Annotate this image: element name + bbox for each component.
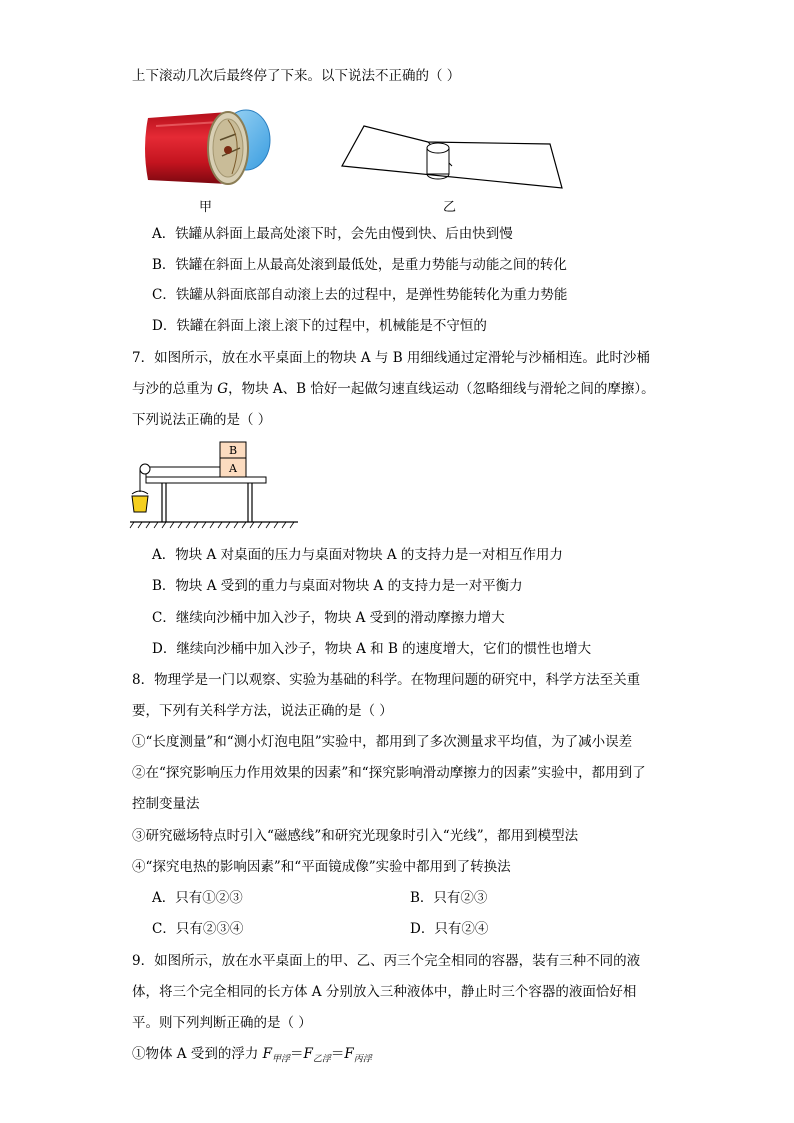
- q8-option-a: A．只有①②③: [152, 890, 243, 906]
- q7-option-a: A．物块 A 对桌面的压力与桌面对物块 A 的支持力是一对相互作用力: [152, 547, 563, 563]
- q7-line-1: 7．如图所示，放在水平桌面上的物块 A 与 B 用细线通过定滑轮与沙桶相连。此时沙桶: [132, 350, 650, 366]
- q8-option-c: C．只有②③④: [152, 921, 244, 937]
- q6-option-d: D．铁罐在斜面上滚上滚下的过程中，机械能是不守恒的: [152, 318, 487, 334]
- q7-option-b: B．物块 A 受到的重力与桌面对物块 A 的支持力是一对平衡力: [152, 578, 523, 594]
- q8-line-2: 要，下列有关科学方法，说法正确的是（ ）: [132, 703, 393, 719]
- block-a-label: A: [229, 462, 237, 475]
- q7-line-2: 与沙的总重为 G，物块 A、B 恰好一起做匀速直线运动（忽略细线与滑轮之间的摩擦）。: [132, 381, 655, 397]
- q8-statement-1: ①“长度测量”和“测小灯泡电阻”实验中，都用到了多次测量求平均值，为了减小误差: [132, 734, 633, 750]
- pulley-table-figure: [128, 440, 306, 530]
- q9-line-1: 9．如图所示，放在水平桌面上的甲、乙、丙三个完全相同的容器，装有三种不同的液: [132, 953, 641, 969]
- q8-statement-3: ③研究磁场特点时引入“磁感线”和研究光现象时引入“光线”，都用到模型法: [132, 828, 579, 844]
- figure-label-jia: 甲: [199, 200, 213, 215]
- q7-option-c: C．继续向沙桶中加入沙子，物块 A 受到的滑动摩擦力增大: [152, 610, 505, 626]
- q6-option-c: C．铁罐从斜面底部自动滚上去的过程中，是弹性势能转化为重力势能: [152, 287, 568, 303]
- q9-line-2: 体，将三个完全相同的长方体 A 分别放入三种液体中，静止时三个容器的液面恰好相: [132, 984, 637, 1000]
- q8-line-1: 8．物理学是一门以观察、实验为基础的科学。在物理问题的研究中，科学方法至关重: [132, 672, 641, 688]
- q8-option-b: B．只有②③: [410, 890, 488, 906]
- q8-statement-4: ④“探究电热的影响因素”和“平面镜成像”实验中都用到了转换法: [132, 859, 511, 875]
- slope-figure: [340, 122, 564, 192]
- q8-statement-2a: ②在“探究影响压力作用效果的因素”和“探究影响滑动摩擦力的因素”实验中，都用到了: [132, 765, 646, 781]
- rolling-can-figure: [136, 104, 276, 192]
- q9-statement-1: ①物体 A 受到的浮力 $F_{甲浮}=F_{乙浮}=F_{丙浮}$: [132, 1046, 372, 1065]
- q6-option-a: A．铁罐从斜面上最高处滚下时，会先由慢到快、后由快到慢: [152, 226, 513, 242]
- figure-label-yi: 乙: [443, 200, 457, 215]
- q8-option-d: D．只有②④: [410, 921, 489, 937]
- q7-line-3: 下列说法正确的是（ ）: [132, 412, 272, 428]
- q9-line-3: 平。则下列判断正确的是（ ）: [132, 1015, 312, 1031]
- q6-option-b: B．铁罐在斜面上从最高处滚到最低处，是重力势能与动能之间的转化: [152, 257, 567, 273]
- block-b-label: B: [228, 444, 238, 457]
- q6-intro: 上下滚动几次后最终停了下来。以下说法不正确的（ ）: [132, 68, 461, 84]
- q8-statement-2b: 控制变量法: [132, 796, 200, 812]
- q7-option-d: D．继续向沙桶中加入沙子，物块 A 和 B 的速度增大，它们的惯性也增大: [152, 641, 592, 657]
